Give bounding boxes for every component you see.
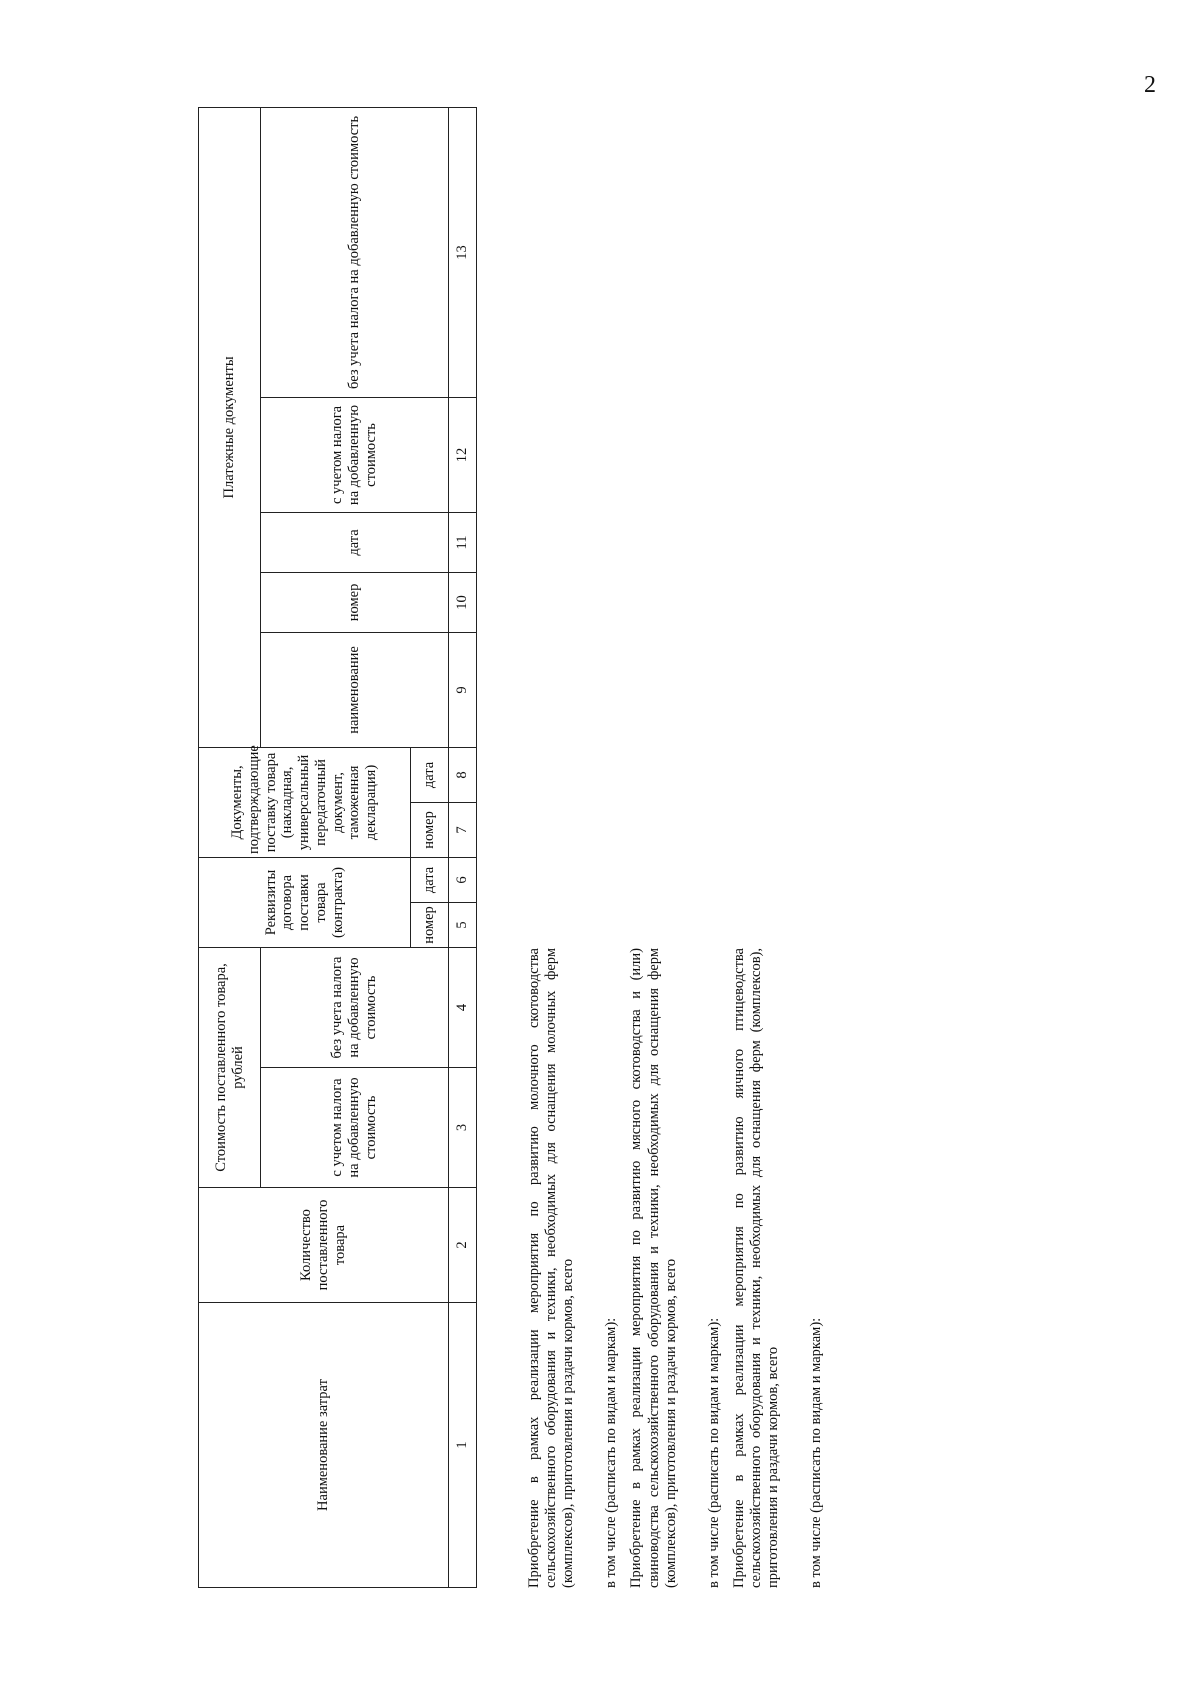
header-payment-without-vat: без учета налога на добавленную стоимость: [261, 107, 449, 397]
header-delivery-date: дата: [411, 747, 449, 802]
header-contract-number: номер: [411, 902, 449, 947]
column-number: 1: [449, 1303, 477, 1588]
header-payment-name: наименование: [261, 632, 449, 747]
column-number: 6: [449, 857, 477, 902]
header-cost-group: Стоимость поставленного товара, рублей: [199, 947, 261, 1187]
column-number: 9: [449, 632, 477, 747]
row-egg-total: Приобретение в рамках реализации мероприятия по развитию яичного птицеводства сельскохозяйственного оборудования и техники, необходимых для оснащения ферм (комплексов), приготовления и раздачи кормов, всего: [730, 948, 782, 1588]
column-number: 5: [449, 902, 477, 947]
header-cost-name: Наименование затрат: [199, 1303, 449, 1588]
rotated-table-block: [198, 108, 825, 1588]
column-number: 10: [449, 572, 477, 632]
header-contract-date: дата: [411, 857, 449, 902]
expense-rows: [518, 948, 831, 1588]
column-number: 4: [449, 947, 477, 1067]
header-contract-group: Реквизиты договора поставки товара (контракта): [199, 857, 411, 947]
row-meat-breakdown: в том числе (расписать по видам и маркам):: [705, 1317, 722, 1588]
header-payment-number: номер: [261, 572, 449, 632]
column-number: 2: [449, 1188, 477, 1303]
column-number: 3: [449, 1068, 477, 1188]
header-delivery-number: номер: [411, 802, 449, 857]
column-number: 12: [449, 397, 477, 512]
row-dairy-breakdown: в том числе (расписать по видам и маркам):: [603, 1317, 620, 1588]
column-number: 11: [449, 512, 477, 572]
header-quantity: Количество поставленного товара: [199, 1188, 449, 1303]
row-egg-breakdown: в том числе (расписать по видам и маркам):: [808, 1317, 825, 1588]
header-delivery-group: Документы, подтверждающие поставку товара (накладная, универсальный передаточный документ, таможенная декларация): [199, 747, 411, 857]
column-number: 8: [449, 747, 477, 802]
page-number: 2: [1144, 72, 1156, 98]
header-cost-without-vat: без учета налога на добавленную стоимость: [261, 947, 449, 1067]
row-meat-total: Приобретение в рамках реализации мероприятия по развитию мясного скотоводства и (или) свиноводства сельскохозяйственного оборудования и техники, необходимых для оснащения ферм (комплексов), приготовления и раздачи кормов, всего: [628, 948, 679, 1588]
header-payment-group: Платежные документы: [199, 107, 261, 747]
header-payment-date: дата: [261, 512, 449, 572]
header-cost-with-vat: с учетом налога на добавленную стоимость: [261, 1068, 449, 1188]
column-number: 13: [449, 107, 477, 397]
expense-table: [198, 107, 477, 1588]
header-payment-with-vat: с учетом налога на добавленную стоимость: [261, 397, 449, 512]
column-number: 7: [449, 802, 477, 857]
row-dairy-total: Приобретение в рамках реализации мероприятия по развитию молочного скотоводства сельскохозяйственного оборудования и техники, необходимых для оснащения молочных ферм (комплексов), приготовления и раздачи кормов, всего: [526, 948, 577, 1588]
